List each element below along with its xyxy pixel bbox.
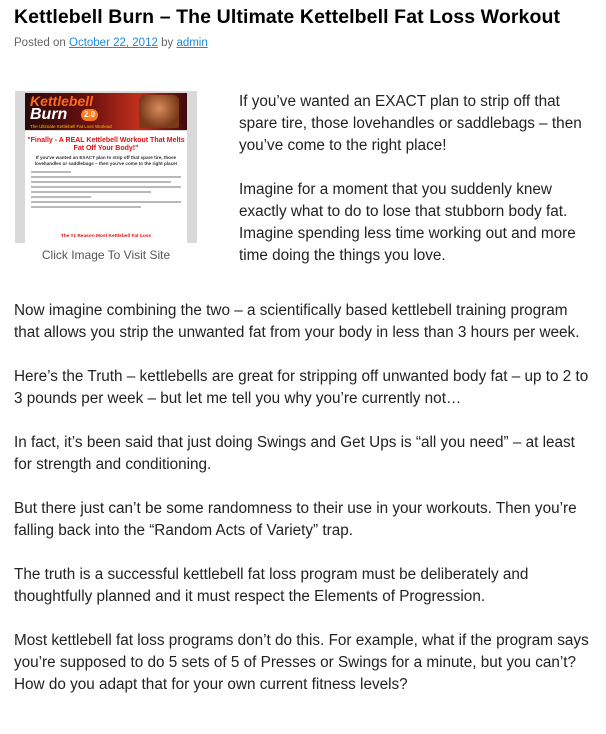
body-paragraph: Now imagine combining the two – a scientifically based kettlebell training program that allows you strip the unwanted fat from your body in less than 3 hours per week. xyxy=(14,302,580,341)
author-link[interactable]: admin xyxy=(176,37,208,49)
post-body xyxy=(14,300,594,718)
blog-post xyxy=(14,0,606,693)
banner-tagline: The Ultimate Kettlebell Fat Loss Workout xyxy=(30,124,112,129)
post-date-link[interactable]: October 22, 2012 xyxy=(69,37,158,49)
posted-on-label: Posted on xyxy=(14,37,66,49)
product-image-figure xyxy=(14,91,214,262)
logo-text-line1: Kettlebell xyxy=(30,93,94,109)
body-paragraph: In fact, it’s been said that just doing Swings and Get Ups is “all you need” – at least for strength and conditioning. xyxy=(14,434,575,473)
sales-headline: "Finally - A REAL Kettlebell Workout That Melts Fat Off Your Body!" xyxy=(27,137,185,152)
intro-paragraph: Imagine for a moment that you suddenly knew exactly what to do to lose that stubborn body fat. Imagine spending less time working out and more time doing the things you love. xyxy=(239,181,576,264)
athlete-photo xyxy=(139,95,179,128)
product-banner xyxy=(25,93,187,130)
body-paragraph: The truth is a successful kettlebell fat loss program must be deliberately and thoughtfully planned and it must respect the Elements of Progression. xyxy=(14,566,529,605)
sales-footer-line: The #1 Reason Most Kettlebell Fat Loss xyxy=(60,234,152,239)
product-image-link[interactable] xyxy=(15,91,197,243)
intro-text xyxy=(239,91,594,289)
logo-text-line2: Burn xyxy=(30,106,68,123)
body-paragraph: Here’s the Truth – kettlebells are great for stripping off unwanted body fat – up to 2 to 3 pounds per week – but let me tell you why you’re currently not… xyxy=(14,368,589,407)
sales-body-lines xyxy=(31,171,181,208)
post-title: Kettlebell Burn – The Ultimate Kettelbell Fat Loss Workout xyxy=(14,6,561,28)
sales-page-preview xyxy=(25,131,187,243)
body-paragraph: But there just can’t be some randomness to their use in your workouts. Then you’re falling back into the “Random Acts of Variety” trap. xyxy=(14,500,577,539)
version-badge: 2.0 xyxy=(81,109,98,121)
intro-paragraph: If you’ve wanted an EXACT plan to strip off that spare tire, those lovehandles or saddlebags – then you’ve come to the right place! xyxy=(239,93,582,154)
image-caption: Click Image To Visit Site xyxy=(41,248,171,262)
sales-subheadline: If you've wanted an EXACT plan to strip off that spare tire, those lovehandles or saddlebags – then you've come to the right place! xyxy=(34,155,178,166)
body-paragraph: Most kettlebell fat loss programs don’t do this. For example, what if the program says you’re supposed to do 5 sets of 5 of Presses or Swings for a minute, but you can’t? How do you adapt that for your own current fitness levels? xyxy=(14,632,589,693)
post-meta xyxy=(14,36,606,50)
by-label: by xyxy=(161,37,174,49)
